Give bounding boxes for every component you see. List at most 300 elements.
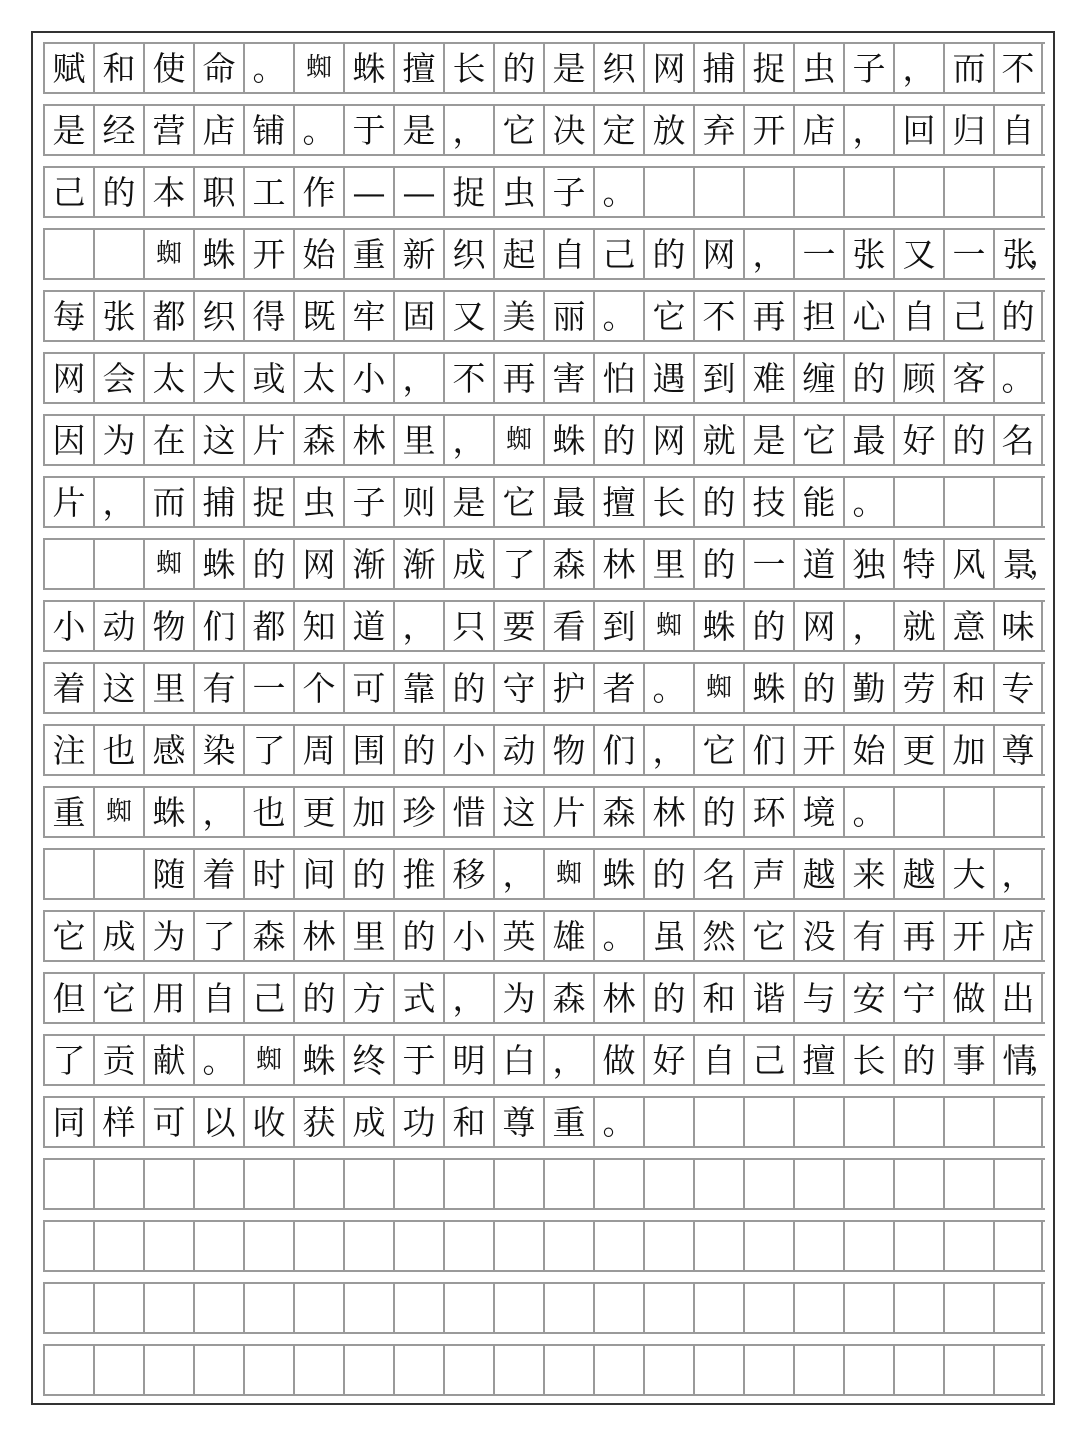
grid-cell: 注 (43, 726, 93, 774)
grid-cell: 再 (743, 292, 793, 340)
grid-cell (743, 1222, 793, 1270)
grid-cell: 着 (43, 664, 93, 712)
grid-cell: 用 (143, 974, 193, 1022)
grid-cell: 加 (943, 726, 993, 774)
grid-cell: 蜘 (93, 788, 143, 836)
grid-cell: 大 (193, 354, 243, 402)
grid-cell: 。 (593, 1098, 643, 1146)
grid-cell: 的 (993, 292, 1043, 340)
grid-cell (93, 540, 143, 588)
grid-cell: 的 (693, 788, 743, 836)
grid-cell: ， (893, 44, 943, 92)
grid-cell: 命 (193, 44, 243, 92)
grid-cell: 的 (643, 850, 693, 898)
grid-cell: 能 (793, 478, 843, 526)
grid-cell: 己 (243, 974, 293, 1022)
grid-cell: 网 (693, 230, 743, 278)
grid-cell: 为 (93, 416, 143, 464)
grid-cell (793, 1098, 843, 1146)
grid-cell (593, 1222, 643, 1270)
grid-cell: 擅 (793, 1036, 843, 1084)
grid-cell: 了 (43, 1036, 93, 1084)
grid-cell: 蛛 (593, 850, 643, 898)
grid-cell: 于 (343, 106, 393, 154)
grid-cell (743, 1346, 793, 1394)
grid-cell: 周 (293, 726, 343, 774)
grid-cell (193, 1346, 243, 1394)
grid-cell: 重 (543, 1098, 593, 1146)
grid-cell (193, 1222, 243, 1270)
grid-cell: 子 (843, 44, 893, 92)
grid-cell: 固 (393, 292, 443, 340)
grid-cell (93, 1160, 143, 1208)
grid-cell: 而 (143, 478, 193, 526)
grid-cell (543, 1346, 593, 1394)
grid-cell: 更 (293, 788, 343, 836)
grid-cell: 有 (193, 664, 243, 712)
grid-cell: 。 (293, 106, 343, 154)
grid-row (43, 476, 1045, 528)
grid-cell: 不 (993, 44, 1043, 92)
grid-cell: 织 (443, 230, 493, 278)
grid-cell (243, 1160, 293, 1208)
grid-cell: 则 (393, 478, 443, 526)
grid-cell: 缠 (793, 354, 843, 402)
grid-cell: 牢 (343, 292, 393, 340)
grid-cell (643, 1160, 693, 1208)
grid-cell (343, 1284, 393, 1332)
grid-cell: 劳 (893, 664, 943, 712)
grid-cell (93, 1346, 143, 1394)
grid-cell: 自 (993, 106, 1043, 154)
grid-cell (393, 1222, 443, 1270)
grid-cell: 但 (43, 974, 93, 1022)
grid-cell: 丽 (543, 292, 593, 340)
grid-cell (743, 168, 793, 216)
grid-cell (743, 1160, 793, 1208)
grid-cell: 是 (443, 478, 493, 526)
grid-cell: 名 (693, 850, 743, 898)
grid-cell: 难 (743, 354, 793, 402)
grid-cell: 而 (943, 44, 993, 92)
grid-cell: 加 (343, 788, 393, 836)
grid-cell (693, 1284, 743, 1332)
grid-cell (143, 1160, 193, 1208)
grid-row (43, 290, 1045, 342)
grid-cell (993, 1160, 1043, 1208)
grid-row (43, 1158, 1045, 1210)
grid-cell: 定 (593, 106, 643, 154)
grid-cell: 里 (343, 912, 393, 960)
grid-cell: 做 (593, 1036, 643, 1084)
grid-cell (93, 1284, 143, 1332)
grid-cell (643, 1098, 693, 1146)
grid-cell: 每 (43, 292, 93, 340)
grid-cell: 森 (543, 974, 593, 1022)
grid-cell: 捉 (243, 478, 293, 526)
grid-cell (693, 1098, 743, 1146)
grid-cell: 太 (143, 354, 193, 402)
writing-grid (43, 42, 1059, 1406)
grid-cell: 味 (993, 602, 1043, 650)
grid-cell: 它 (43, 912, 93, 960)
grid-cell: 成 (343, 1098, 393, 1146)
grid-cell: 虫 (493, 168, 543, 216)
grid-cell: ， (843, 602, 893, 650)
grid-cell: 在 (143, 416, 193, 464)
grid-cell: 捉 (443, 168, 493, 216)
grid-cell: 最 (543, 478, 593, 526)
grid-cell: 蜘 (543, 850, 593, 898)
grid-row (43, 600, 1045, 652)
grid-cell (743, 1098, 793, 1146)
grid-cell: 职 (193, 168, 243, 216)
grid-cell: ， (393, 602, 443, 650)
grid-cell: 林 (293, 912, 343, 960)
grid-cell: ， (643, 726, 693, 774)
grid-cell: 弃 (693, 106, 743, 154)
grid-cell: 蜘 (243, 1036, 293, 1084)
grid-cell: 回 (893, 106, 943, 154)
grid-cell (393, 1346, 443, 1394)
grid-cell: 道 (343, 602, 393, 650)
grid-cell (793, 1284, 843, 1332)
grid-cell: 的 (643, 974, 693, 1022)
grid-cell (893, 1284, 943, 1332)
grid-cell: 店 (793, 106, 843, 154)
grid-cell: 小 (43, 602, 93, 650)
grid-cell: 重 (43, 788, 93, 836)
grid-cell: 。 (593, 912, 643, 960)
grid-cell: 没 (793, 912, 843, 960)
grid-cell: 蛛 (293, 1036, 343, 1084)
grid-cell: 都 (243, 602, 293, 650)
grid-cell: 林 (593, 974, 643, 1022)
grid-cell: 都 (143, 292, 193, 340)
grid-cell: 它 (793, 416, 843, 464)
grid-cell: 物 (543, 726, 593, 774)
grid-cell (543, 1222, 593, 1270)
grid-cell: 一 (943, 230, 993, 278)
grid-cell: 谐 (743, 974, 793, 1022)
grid-cell: 张 (93, 292, 143, 340)
grid-cell: 子 (543, 168, 593, 216)
grid-cell: 尊 (493, 1098, 543, 1146)
grid-cell (893, 1346, 943, 1394)
grid-cell: 名 (993, 416, 1043, 464)
grid-row (43, 538, 1059, 590)
grid-cell: 。 (643, 664, 693, 712)
grid-cell (43, 540, 93, 588)
grid-cell (343, 1346, 393, 1394)
grid-cell: 大 (943, 850, 993, 898)
grid-cell (443, 1222, 493, 1270)
grid-cell: 的 (443, 664, 493, 712)
grid-cell (943, 1222, 993, 1270)
grid-row (43, 662, 1045, 714)
grid-cell: 蛛 (693, 602, 743, 650)
grid-cell: 着 (193, 850, 243, 898)
grid-cell (643, 1284, 693, 1332)
grid-row (43, 104, 1045, 156)
grid-cell: 或 (243, 354, 293, 402)
grid-cell: 染 (193, 726, 243, 774)
grid-cell: 了 (493, 540, 543, 588)
grid-cell (643, 1346, 693, 1394)
grid-cell: 来 (843, 850, 893, 898)
grid-cell: 张 (993, 230, 1043, 278)
grid-cell: 它 (493, 478, 543, 526)
grid-cell (93, 230, 143, 278)
grid-cell: 归 (943, 106, 993, 154)
grid-cell (243, 1222, 293, 1270)
grid-cell: ， (443, 974, 493, 1022)
grid-cell: 的 (643, 230, 693, 278)
grid-cell (343, 1222, 393, 1270)
grid-cell (943, 1098, 993, 1146)
grid-cell: 开 (243, 230, 293, 278)
grid-cell (893, 1222, 943, 1270)
grid-cell: 于 (393, 1036, 443, 1084)
grid-cell: 自 (893, 292, 943, 340)
grid-row (43, 1096, 1045, 1148)
grid-cell: 有 (843, 912, 893, 960)
grid-row (43, 414, 1045, 466)
grid-cell: 林 (643, 788, 693, 836)
grid-cell: 时 (243, 850, 293, 898)
grid-cell: 小 (443, 912, 493, 960)
grid-cell: 明 (443, 1036, 493, 1084)
grid-cell: 子 (343, 478, 393, 526)
grid-cell: 一 (243, 664, 293, 712)
grid-cell (843, 168, 893, 216)
grid-cell (393, 1284, 443, 1332)
grid-cell: 网 (643, 416, 693, 464)
grid-cell (693, 1346, 743, 1394)
grid-cell: 的 (693, 478, 743, 526)
grid-cell: 放 (643, 106, 693, 154)
grid-cell: 己 (43, 168, 93, 216)
grid-cell: 己 (743, 1036, 793, 1084)
grid-cell: 开 (943, 912, 993, 960)
grid-cell: 特 (893, 540, 943, 588)
grid-cell: 林 (593, 540, 643, 588)
grid-cell (843, 1284, 893, 1332)
grid-cell (143, 1346, 193, 1394)
grid-cell: 蛛 (343, 44, 393, 92)
grid-cell: 森 (593, 788, 643, 836)
grid-cell (93, 850, 143, 898)
grid-cell: 的 (893, 1036, 943, 1084)
grid-cell: 声 (743, 850, 793, 898)
grid-cell: 本 (143, 168, 193, 216)
grid-cell: 要 (493, 602, 543, 650)
grid-cell: 靠 (393, 664, 443, 712)
grid-cell: 的 (943, 416, 993, 464)
grid-cell: 太 (293, 354, 343, 402)
grid-cell (793, 1222, 843, 1270)
grid-cell: 勤 (843, 664, 893, 712)
grid-cell: 捕 (693, 44, 743, 92)
grid-cell (43, 1160, 93, 1208)
grid-cell: 不 (693, 292, 743, 340)
grid-cell: ， (843, 106, 893, 154)
grid-cell: 这 (93, 664, 143, 712)
grid-cell (793, 1346, 843, 1394)
grid-cell: 店 (193, 106, 243, 154)
grid-cell: 因 (43, 416, 93, 464)
grid-cell (843, 1098, 893, 1146)
margin-punctuation: ， (1029, 237, 1059, 272)
grid-cell: ， (193, 788, 243, 836)
grid-cell (343, 1160, 393, 1208)
grid-cell: 到 (593, 602, 643, 650)
grid-cell: 蜘 (693, 664, 743, 712)
grid-row (43, 1282, 1045, 1334)
grid-cell: 里 (643, 540, 693, 588)
grid-cell: 宁 (893, 974, 943, 1022)
grid-cell: 境 (793, 788, 843, 836)
grid-row (43, 848, 1045, 900)
grid-cell: 的 (843, 354, 893, 402)
grid-cell: 网 (643, 44, 693, 92)
grid-cell (943, 478, 993, 526)
grid-cell: 蜘 (293, 44, 343, 92)
grid-cell: ， (443, 106, 493, 154)
grid-cell: 又 (443, 292, 493, 340)
grid-cell: 的 (393, 726, 443, 774)
grid-cell (193, 1284, 243, 1332)
grid-cell (693, 1160, 743, 1208)
grid-cell: 店 (993, 912, 1043, 960)
grid-cell: 起 (493, 230, 543, 278)
grid-cell: 它 (743, 912, 793, 960)
grid-cell: 的 (593, 416, 643, 464)
grid-cell: 又 (893, 230, 943, 278)
grid-cell: 长 (843, 1036, 893, 1084)
grid-cell (293, 1346, 343, 1394)
grid-cell: 己 (593, 230, 643, 278)
grid-cell: 和 (93, 44, 143, 92)
grid-cell: 作 (293, 168, 343, 216)
grid-cell: 好 (893, 416, 943, 464)
grid-cell: — (393, 168, 443, 216)
grid-cell: 出 (993, 974, 1043, 1022)
grid-cell: 以 (193, 1098, 243, 1146)
grid-cell: 渐 (393, 540, 443, 588)
grid-cell: 再 (893, 912, 943, 960)
grid-row (43, 786, 1045, 838)
grid-cell: 是 (543, 44, 593, 92)
grid-cell (493, 1160, 543, 1208)
grid-cell: 。 (843, 788, 893, 836)
grid-cell (843, 1160, 893, 1208)
grid-cell (543, 1284, 593, 1332)
grid-cell (993, 1346, 1043, 1394)
grid-cell: 自 (193, 974, 243, 1022)
grid-cell: 开 (743, 106, 793, 154)
grid-cell: 蛛 (193, 540, 243, 588)
grid-cell (843, 1346, 893, 1394)
grid-cell: 美 (493, 292, 543, 340)
grid-cell (993, 1222, 1043, 1270)
grid-cell: 担 (793, 292, 843, 340)
grid-cell: ， (543, 1036, 593, 1084)
grid-cell: 雄 (543, 912, 593, 960)
grid-cell: 森 (543, 540, 593, 588)
grid-cell: 会 (93, 354, 143, 402)
grid-cell: 经 (93, 106, 143, 154)
grid-cell: 获 (293, 1098, 343, 1146)
grid-cell: 。 (593, 168, 643, 216)
grid-cell (643, 1222, 693, 1270)
grid-cell: 织 (193, 292, 243, 340)
grid-cell (693, 1222, 743, 1270)
grid-cell: ， (743, 230, 793, 278)
grid-cell: 的 (93, 168, 143, 216)
grid-cell: 赋 (43, 44, 93, 92)
grid-cell: 成 (443, 540, 493, 588)
grid-cell: 既 (293, 292, 343, 340)
grid-cell: 长 (443, 44, 493, 92)
grid-cell (443, 1346, 493, 1394)
grid-cell: 这 (193, 416, 243, 464)
grid-cell: 了 (243, 726, 293, 774)
grid-cell: — (343, 168, 393, 216)
grid-row (43, 724, 1045, 776)
grid-cell (493, 1346, 543, 1394)
grid-cell: 的 (293, 974, 343, 1022)
grid-cell (943, 788, 993, 836)
grid-cell: 蛛 (143, 788, 193, 836)
grid-cell (993, 168, 1043, 216)
grid-cell: 安 (843, 974, 893, 1022)
grid-cell: 白 (493, 1036, 543, 1084)
grid-cell (743, 1284, 793, 1332)
grid-cell (893, 788, 943, 836)
grid-cell: 的 (493, 44, 543, 92)
grid-cell (993, 1284, 1043, 1332)
grid-cell (143, 1284, 193, 1332)
grid-cell: 。 (193, 1036, 243, 1084)
grid-cell: 就 (693, 416, 743, 464)
grid-cell: 张 (843, 230, 893, 278)
grid-cell: 风 (943, 540, 993, 588)
grid-cell: 渐 (343, 540, 393, 588)
grid-cell (943, 168, 993, 216)
grid-cell: 景 (993, 540, 1043, 588)
grid-cell: 林 (343, 416, 393, 464)
grid-cell (943, 1346, 993, 1394)
grid-cell: 为 (143, 912, 193, 960)
grid-cell: 技 (743, 478, 793, 526)
grid-row (43, 972, 1045, 1024)
grid-cell: 。 (243, 44, 293, 92)
grid-cell: 一 (743, 540, 793, 588)
grid-cell: ， (393, 354, 443, 402)
grid-cell (93, 1222, 143, 1270)
grid-cell (443, 1160, 493, 1208)
grid-cell: 顾 (893, 354, 943, 402)
grid-cell: 守 (493, 664, 543, 712)
grid-cell: 也 (243, 788, 293, 836)
grid-cell: 同 (43, 1098, 93, 1146)
grid-cell: 它 (693, 726, 743, 774)
grid-row (43, 1220, 1045, 1272)
grid-cell: 网 (793, 602, 843, 650)
grid-cell: 护 (543, 664, 593, 712)
grid-cell (593, 1284, 643, 1332)
